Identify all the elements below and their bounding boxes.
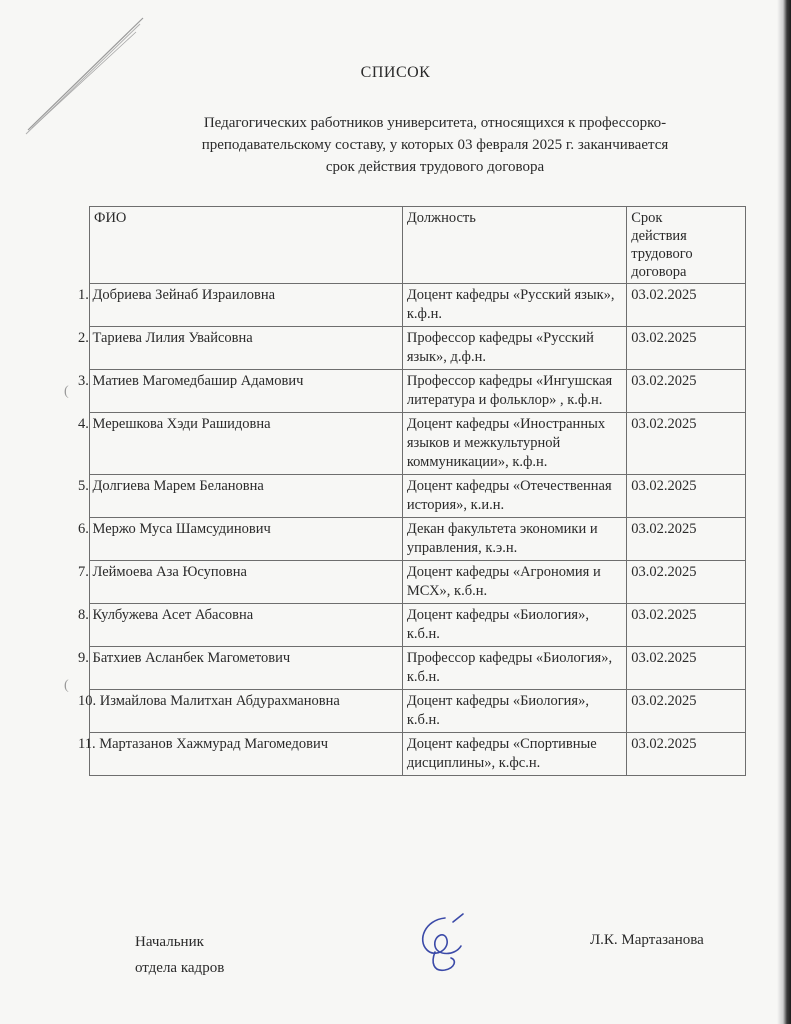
cell-position: Доцент кафедры «Русский язык», к.ф.н. [402,284,626,327]
cell-term-date: 03.02.2025 [627,327,746,370]
person-name: Мартазанов Хажмурад Магомедович [99,736,329,752]
signature-role-line: отдела кадров [135,960,225,976]
cell-term-date: 03.02.2025 [627,647,746,690]
person-name: Тариева Лилия Увайсовна [92,330,253,346]
cell-fio [78,604,403,647]
header-term-line: договора [631,264,687,280]
row-number: 2. [78,330,89,346]
table-row [90,690,746,733]
cell-position: Доцент кафедры «Биология», к.б.н. [402,604,626,647]
row-number: 7. [78,564,89,580]
cell-term-date: 03.02.2025 [627,518,746,561]
table-row [90,561,746,604]
header-term [627,207,746,284]
cell-position: Профессор кафедры «Ингушская литература и фольклор» , к.ф.н. [402,370,626,413]
person-name: Батхиев Асланбек Магометович [92,650,291,666]
cell-fio [78,475,403,518]
subtitle-line: Педагогических работников университета, относящихся к профессорко- [203,115,667,131]
cell-term-date: 03.02.2025 [627,690,746,733]
margin-mark: ( [64,384,69,399]
cell-position: Доцент кафедры «Спортивные дисциплины», к.фс.н. [402,733,626,776]
cell-position: Профессор кафедры «Русский язык», д.ф.н. [402,327,626,370]
cell-position: Декан факультета экономики и управления, к.э.н. [402,518,626,561]
header-term-line: Срок [631,210,663,226]
table-row [90,733,746,776]
person-name: Кулбужева Асет Абасовна [92,607,254,623]
document-subtitle [145,112,725,178]
cell-position: Доцент кафедры «Биология», к.б.н. [402,690,626,733]
table-row [90,284,746,327]
cell-fio [78,561,403,604]
document-title: СПИСОК [360,64,431,81]
header-term-line: действия [631,228,687,244]
table-row [90,518,746,561]
person-name: Мержо Муса Шамсудинович [92,521,271,537]
table-row [90,327,746,370]
table-row [90,604,746,647]
cell-fio [78,690,403,733]
table-row [90,647,746,690]
subtitle-line: срок действия трудового договора [325,159,545,175]
person-name: Мерешкова Хэди Рашидовна [92,416,271,432]
cell-position: Доцент кафедры «Отечественная история», к.и.н. [402,475,626,518]
row-number: 10. [78,693,97,709]
cell-fio [78,413,403,475]
row-number: 6. [78,521,89,537]
cell-position: Профессор кафедры «Биология», к.б.н. [402,647,626,690]
cell-term-date: 03.02.2025 [627,284,746,327]
header-fio: ФИО [90,207,403,284]
cell-term-date: 03.02.2025 [627,604,746,647]
cell-fio [78,327,403,370]
signatory-name: Л.К. Мартазанова [590,932,704,948]
margin-mark: ( [64,678,69,693]
cell-term-date: 03.02.2025 [627,413,746,475]
handwritten-signature [405,910,480,980]
cell-fio [78,284,403,327]
table-row [90,475,746,518]
signature-role-line: Начальник [135,934,204,950]
row-number: 4. [78,416,89,432]
row-number: 9. [78,650,89,666]
person-name: Долгиева Марем Белановна [92,478,264,494]
person-name: Леймоева Аза Юсуповна [92,564,247,580]
cell-position: Доцент кафедры «Иностранных языков и межкультурной коммуникации», к.ф.н. [402,413,626,475]
row-number: 11. [78,736,96,752]
table-row [90,413,746,475]
cell-fio [78,647,403,690]
signature-role [135,929,224,981]
scan-edge-shadow [777,0,791,1024]
cell-position: Доцент кафедры «Агрономия и МСХ», к.б.н. [402,561,626,604]
row-number: 3. [78,373,89,389]
person-name: Измайлова Малитхан Абдурахмановна [99,693,340,709]
table-header-row [90,207,746,284]
row-number: 5. [78,478,89,494]
cell-fio [78,518,403,561]
subtitle-line: преподавательскому составу, у которых 03 февраля 2025 г. заканчивается [201,137,669,153]
cell-term-date: 03.02.2025 [627,370,746,413]
cell-fio [78,370,403,413]
cell-term-date: 03.02.2025 [627,561,746,604]
person-name: Добриева Зейнаб Израиловна [92,287,276,303]
header-term-line: трудового [631,246,693,262]
cell-fio [78,733,403,776]
staff-table [78,206,746,776]
table-row [90,370,746,413]
row-number: 8. [78,607,89,623]
person-name: Матиев Магомедбашир Адамович [92,373,304,389]
header-position: Должность [402,207,626,284]
cell-term-date: 03.02.2025 [627,733,746,776]
cell-term-date: 03.02.2025 [627,475,746,518]
row-number: 1. [78,287,89,303]
